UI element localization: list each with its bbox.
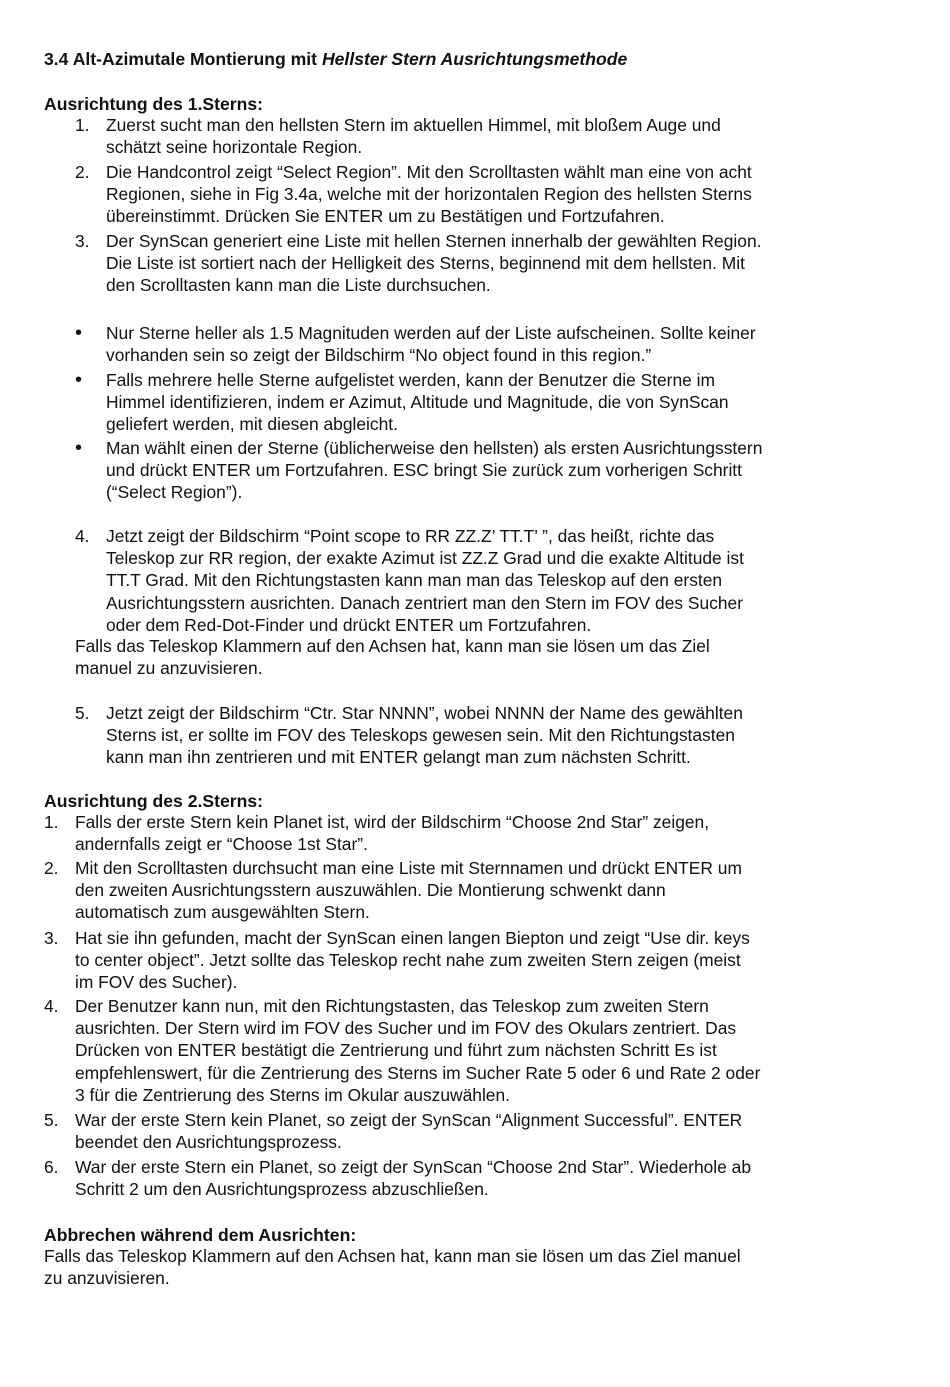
text-line: Falls mehrere helle Sterne aufgelistet werden, kann der Benutzer die Sterne im — [106, 370, 715, 390]
text-line: Der SynScan generiert eine Liste mit hellen Sternen innerhalb der gewählten Region. — [106, 231, 762, 251]
list-text — [75, 1156, 845, 1200]
text-line: Jetzt zeigt der Bildschirm “Ctr. Star NNNN”, wobei NNNN der Name des gewählten — [106, 703, 743, 723]
list-text — [106, 702, 846, 769]
list-text — [75, 857, 845, 924]
text-line: Falls der erste Stern kein Planet ist, wird der Bildschirm “Choose 2nd Star” zeigen, — [75, 812, 710, 832]
text-line: automatisch zum ausgewählten Stern. — [75, 902, 370, 923]
title-text: 3.4 Alt-Azimutale Montierung mit — [44, 49, 322, 69]
text-line: Falls das Teleskop Klammern auf den Achsen hat, kann man sie lösen um das Ziel manuel — [44, 1246, 741, 1266]
text-line: empfehlenswert, für die Zentrierung des Sterns im Sucher Rate 5 oder 6 und Rate 2 oder — [75, 1062, 761, 1083]
list-text — [106, 114, 846, 158]
list-number: 5. — [75, 703, 90, 723]
note-paragraph — [75, 635, 710, 679]
text-line: andernfalls zeigt er “Choose 1st Star”. — [75, 834, 368, 855]
text-line: übereinstimmt. Drücken Sie ENTER um zu Bestätigen und Fortzufahren. — [106, 206, 665, 227]
text-line: zu anzuvisieren. — [44, 1268, 170, 1289]
bullet-icon: • — [75, 437, 83, 459]
list-number: 1. — [44, 812, 59, 832]
text-line: Die Liste ist sortiert nach der Helligkeit des Sterns, beginnend mit dem hellsten. Mit — [106, 253, 745, 274]
text-line: (“Select Region”). — [106, 482, 243, 503]
text-line: Teleskop zur RR region, der exakte Azimut ist ZZ.Z Grad und die exakte Altitude ist — [106, 548, 744, 569]
text-line: schätzt seine horizontale Region. — [106, 137, 363, 158]
bullet-text — [106, 437, 846, 504]
text-line: und drückt ENTER um Fortzufahren. ESC bringt Sie zurück zum vorherigen Schritt — [106, 460, 742, 481]
text-line: Falls das Teleskop Klammern auf den Achsen hat, kann man sie lösen um das Ziel — [75, 636, 710, 656]
text-line: kann man ihn zentrieren und mit ENTER gelangt man zum nächsten Schritt. — [106, 747, 691, 768]
text-line: Nur Sterne heller als 1.5 Magnituden werden auf der Liste aufscheinen. Sollte keiner — [106, 323, 756, 343]
text-line: Schritt 2 um den Ausrichtungsprozess abzuschließen. — [75, 1179, 489, 1200]
list-number: 4. — [75, 526, 90, 546]
text-line: oder dem Red-Dot-Finder und drückt ENTER um Fortzufahren. — [106, 614, 592, 635]
text-line: Hat sie ihn gefunden, macht der SynScan einen langen Biepton und zeigt “Use dir. keys — [75, 928, 750, 948]
text-line: Jetzt zeigt der Bildschirm “Point scope to RR ZZ.Z’ TT.T’ ”, das heißt, richte das — [106, 526, 715, 546]
bullet-text — [106, 322, 846, 366]
text-line: Man wählt einen der Sterne (üblicherweise den hellsten) als ersten Ausrichtungsstern — [106, 438, 763, 458]
list-number: 1. — [75, 115, 90, 135]
text-line: manuel zu anzuvisieren. — [75, 658, 263, 679]
text-line: Himmel identifizieren, indem er Azimut, Altitude und Magnitude, die von SynScan — [106, 392, 729, 413]
text-line: Drücken von ENTER bestätigt die Zentrierung und führt zum nächsten Schritt Es ist — [75, 1040, 717, 1061]
text-line: geliefert werden, mit diesen abgleicht. — [106, 414, 398, 435]
bullet-icon: • — [75, 322, 83, 344]
list-text — [75, 1109, 845, 1153]
text-line: vorhanden sein so zeigt der Bildschirm “No object found in this region.” — [106, 345, 652, 366]
text-line: Sterns ist, er sollte im FOV des Teleskops gewesen sein. Mit den Richtungstasten — [106, 725, 735, 746]
text-line: Zuerst sucht man den hellsten Stern im aktuellen Himmel, mit bloßem Auge und — [106, 115, 721, 135]
list-number: 2. — [75, 162, 90, 182]
text-line: ausrichten. Der Stern wird im FOV des Sucher und im FOV des Okulars zentriert. Das — [75, 1018, 737, 1039]
bullet-text — [106, 369, 846, 436]
text-line: 3 für die Zentrierung des Sterns im Okular auszuwählen. — [75, 1084, 510, 1105]
list-text — [75, 927, 845, 994]
section-heading-abort: Abbrechen während dem Ausrichten: — [44, 1225, 357, 1245]
abort-paragraph — [44, 1245, 741, 1289]
text-line: Ausrichtungsstern ausrichten. Danach zentriert man den Stern im FOV des Sucher — [106, 592, 743, 613]
list-number: 5. — [44, 1110, 59, 1130]
list-number: 4. — [44, 996, 59, 1016]
list-text — [106, 161, 846, 228]
text-line: beendet den Ausrichtungsprozess. — [75, 1132, 342, 1153]
text-line: Der Benutzer kann nun, mit den Richtungstasten, das Teleskop zum zweiten Stern — [75, 996, 709, 1016]
list-text — [75, 811, 845, 855]
list-text — [75, 995, 845, 1106]
text-line: Regionen, siehe in Fig 3.4a, welche mit der horizontalen Region des hellsten Sterns — [106, 184, 752, 205]
list-number: 3. — [75, 231, 90, 251]
section-heading-second-star: Ausrichtung des 2.Sterns: — [44, 791, 263, 811]
list-number: 2. — [44, 858, 59, 878]
list-number: 6. — [44, 1157, 59, 1177]
text-line: Die Handcontrol zeigt “Select Region”. Mit den Scrolltasten wählt man eine von acht — [106, 162, 752, 182]
text-line: TT.T Grad. Mit den Richtungstasten kann man man das Teleskop auf den ersten — [106, 570, 723, 591]
text-line: War der erste Stern ein Planet, so zeigt der SynScan “Choose 2nd Star”. Wiederhole ab — [75, 1157, 752, 1177]
text-line: to center object”. Jetzt sollte das Teleskop recht nahe zum zweiten Stern zeigen (meist — [75, 950, 741, 971]
text-line: Mit den Scrolltasten durchsucht man eine Liste mit Sternnamen und drückt ENTER um — [75, 858, 742, 878]
title-italic-text: Hellster Stern Ausrichtungsmethode — [321, 49, 628, 69]
text-line: im FOV des Sucher). — [75, 972, 238, 993]
text-line: den zweiten Ausrichtungsstern auszuwählen. Die Montierung schwenkt dann — [75, 880, 666, 901]
page-title — [44, 48, 627, 70]
list-number: 3. — [44, 928, 59, 948]
bullet-icon: • — [75, 369, 83, 391]
section-heading-first-star: Ausrichtung des 1.Sterns: — [44, 94, 263, 114]
text-line: den Scrolltasten kann man die Liste durchsuchen. — [106, 275, 491, 296]
list-text — [106, 525, 846, 636]
text-line: War der erste Stern kein Planet, so zeigt der SynScan “Alignment Successful”. ENTER — [75, 1110, 743, 1130]
list-text — [106, 230, 846, 297]
